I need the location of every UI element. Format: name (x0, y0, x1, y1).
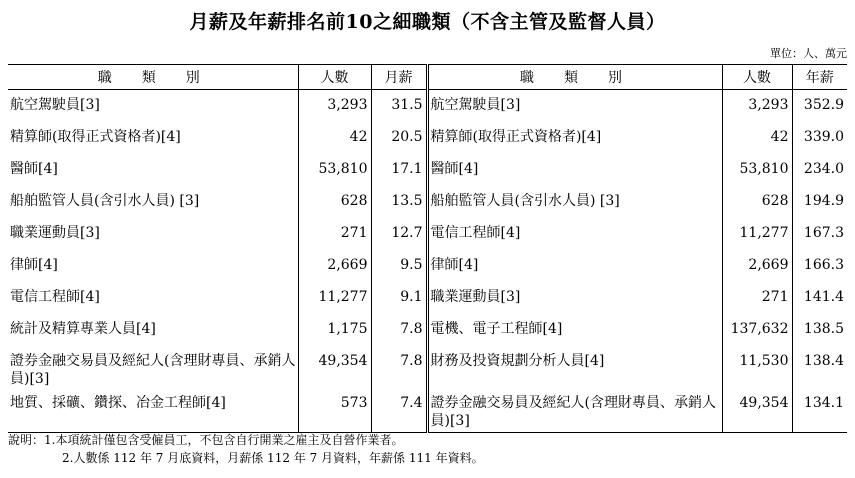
unit-label: 單位：人、萬元 (770, 47, 847, 60)
left-job-name: 船舶監管人員(含引水人員) [3] (10, 192, 200, 209)
right-job-name: 職業運動員[3] (427, 282, 722, 314)
table-row (8, 282, 847, 314)
left-people-count: 1,175 (298, 314, 371, 346)
note-1: 說明：1.本項統計僅包含受僱員工，不包含自行開業之雇主及自營作業者。 (8, 433, 404, 447)
right-job-name: 財務及投資規劃分析人員[4] (427, 346, 722, 388)
header-row (8, 65, 847, 90)
annual-salary: 166.3 (792, 250, 847, 282)
monthly-salary: 9.5 (371, 250, 427, 282)
monthly-salary: 7.4 (371, 388, 427, 433)
monthly-salary: 17.1 (371, 154, 427, 186)
left-people-count: 573 (298, 388, 371, 433)
header-right-name: 職 類 別 (427, 65, 722, 90)
right-job-name: 證券金融交易員及經紀人(含理財專員、承銷人員)[3] (427, 388, 722, 433)
annual-salary: 141.4 (792, 282, 847, 314)
left-people-count: 628 (298, 186, 371, 218)
header-left-value: 月薪 (371, 65, 427, 90)
header-left-people: 人數 (298, 65, 371, 90)
left-job-name: 精算師(取得正式資格者)[4] (10, 128, 181, 145)
left-people-count: 49,354 (298, 346, 371, 388)
annual-salary: 167.3 (792, 218, 847, 250)
left-job-name: 地質、採礦、鑽探、冶金工程師[4] (8, 388, 298, 433)
left-job-name: 證券金融交易員及經紀人(含理財專員、承銷人員)[3] (10, 352, 296, 387)
right-people-count: 137,632 (722, 314, 792, 346)
monthly-salary: 7.8 (371, 346, 427, 388)
right-people-count: 42 (722, 122, 792, 154)
table-row (8, 186, 847, 218)
right-people-count: 11,530 (722, 346, 792, 388)
left-people-count: 11,277 (298, 282, 371, 314)
annual-salary: 134.1 (792, 388, 847, 433)
table-row (8, 388, 847, 433)
table-row (8, 218, 847, 250)
table-row (8, 346, 847, 388)
left-job-name: 航空駕駛員[3] (10, 97, 100, 113)
left-people-count: 42 (298, 122, 371, 154)
monthly-salary: 7.8 (371, 314, 427, 346)
annual-salary: 234.0 (792, 154, 847, 186)
right-people-count: 2,669 (722, 250, 792, 282)
left-people-count: 271 (298, 218, 371, 250)
table-row (8, 122, 847, 154)
page-title: 月薪及年薪排名前10之細職類（不含主管及監督人員） (189, 11, 666, 33)
annual-salary: 339.0 (792, 122, 847, 154)
monthly-salary: 12.7 (371, 218, 427, 250)
right-job-name: 航空駕駛員[3] (427, 90, 722, 122)
table-row (8, 314, 847, 346)
right-job-name: 律師[4] (427, 250, 722, 282)
left-job-name: 統計及精算專業人員[4] (10, 320, 156, 337)
monthly-salary: 31.5 (371, 90, 427, 122)
table-row (8, 154, 847, 186)
left-job-name: 律師[4] (10, 256, 58, 273)
right-people-count: 53,810 (722, 154, 792, 186)
right-people-count: 49,354 (722, 388, 792, 433)
right-job-name: 醫師[4] (427, 154, 722, 186)
right-people-count: 271 (722, 282, 792, 314)
annual-salary: 138.5 (792, 314, 847, 346)
right-people-count: 628 (722, 186, 792, 218)
left-job-name: 醫師[4] (10, 160, 58, 177)
right-job-name: 電機、電子工程師[4] (427, 314, 722, 346)
right-job-name: 精算師(取得正式資格者)[4] (427, 122, 722, 154)
left-people-count: 3,293 (298, 90, 371, 122)
header-right-value: 年薪 (792, 65, 847, 90)
annual-salary: 194.9 (792, 186, 847, 218)
left-people-count: 2,669 (298, 250, 371, 282)
right-people-count: 3,293 (722, 90, 792, 122)
right-job-name: 船舶監管人員(含引水人員) [3] (427, 186, 722, 218)
salary-table (8, 64, 847, 433)
annual-salary: 138.4 (792, 346, 847, 388)
monthly-salary: 9.1 (371, 282, 427, 314)
left-people-count: 53,810 (298, 154, 371, 186)
notes (8, 431, 484, 467)
monthly-salary: 13.5 (371, 186, 427, 218)
annual-salary: 352.9 (792, 90, 847, 122)
note-2: 2.人數係 112 年 7 月底資料，月薪係 112 年 7 月資料，年薪係 111 年資料。 (62, 451, 484, 465)
left-job-name: 電信工程師[4] (10, 288, 100, 305)
right-people-count: 11,277 (722, 218, 792, 250)
header-left-name: 職 類 別 (8, 65, 298, 90)
header-right-people: 人數 (722, 65, 792, 90)
right-job-name: 電信工程師[4] (427, 218, 722, 250)
monthly-salary: 20.5 (371, 122, 427, 154)
table-row (8, 250, 847, 282)
left-job-name: 職業運動員[3] (10, 224, 100, 241)
table-row (8, 90, 847, 122)
